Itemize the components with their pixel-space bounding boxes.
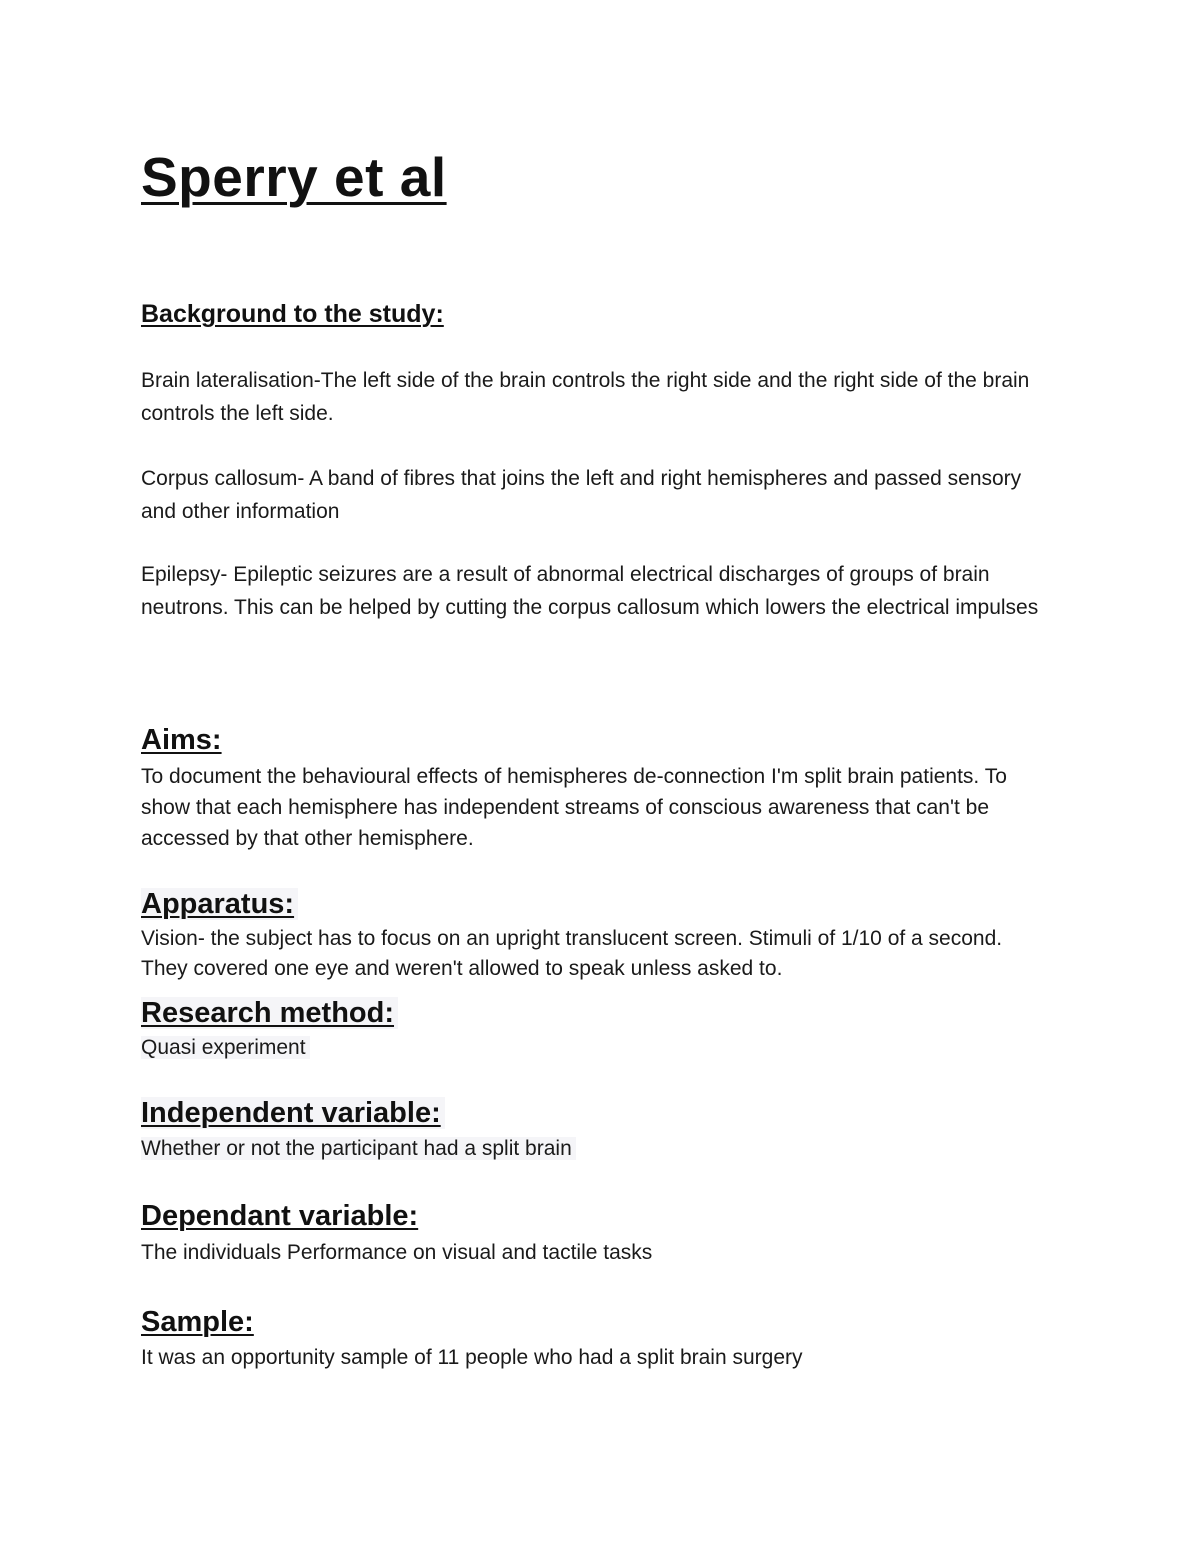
background-heading: Background to the study: [141,300,444,328]
research-method-heading-text: Research method: [141,997,398,1029]
dependant-variable-heading: Dependant variable: [141,1200,419,1232]
research-method-text [141,1033,310,1063]
independent-variable-text [141,1134,576,1164]
background-paragraph-lateralisation: Brain lateralisation-The left side of the brain controls the right side and the right side of the brain controls the left side. [141,369,1030,425]
independent-variable-heading-text: Independent variable: [141,1097,445,1129]
research-method-heading [141,996,398,1030]
background-paragraph-corpus-callosum: Corpus callosum- A band of fibres that joins the left and right hemispheres and passed sensory and other information [141,467,1022,523]
apparatus-text: Vision- the subject has to focus on an upright translucent screen. Stimuli of 1/10 of a second. They covered one eye and weren't allowed to speak unless asked to. [141,927,1003,980]
background-paragraph-epilepsy: Epilepsy- Epileptic seizures are a result of abnormal electrical discharges of groups of brain neutrons. This can be helped by cutting the corpus callosum which lowers the electrical impulses [141,563,1039,619]
dependant-variable-text: The individuals Performance on visual and tactile tasks [141,1241,653,1264]
apparatus-heading-text: Apparatus: [141,888,298,920]
aims-heading: Aims: [141,724,222,756]
aims-text: To document the behavioural effects of hemispheres de-connection I'm split brain patients. To show that each hemisphere has independent streams of conscious awareness that can't be accessed by that other hemisphere. [141,765,1007,850]
apparatus-heading [141,887,298,921]
independent-variable-heading [141,1096,445,1130]
sample-heading: Sample: [141,1306,254,1338]
sample-text: It was an opportunity sample of 11 people who had a split brain surgery [141,1346,803,1369]
page-title: Sperry et al [141,146,447,208]
independent-variable-value: Whether or not the participant had a split brain [141,1137,576,1160]
research-method-value: Quasi experiment [141,1036,310,1059]
